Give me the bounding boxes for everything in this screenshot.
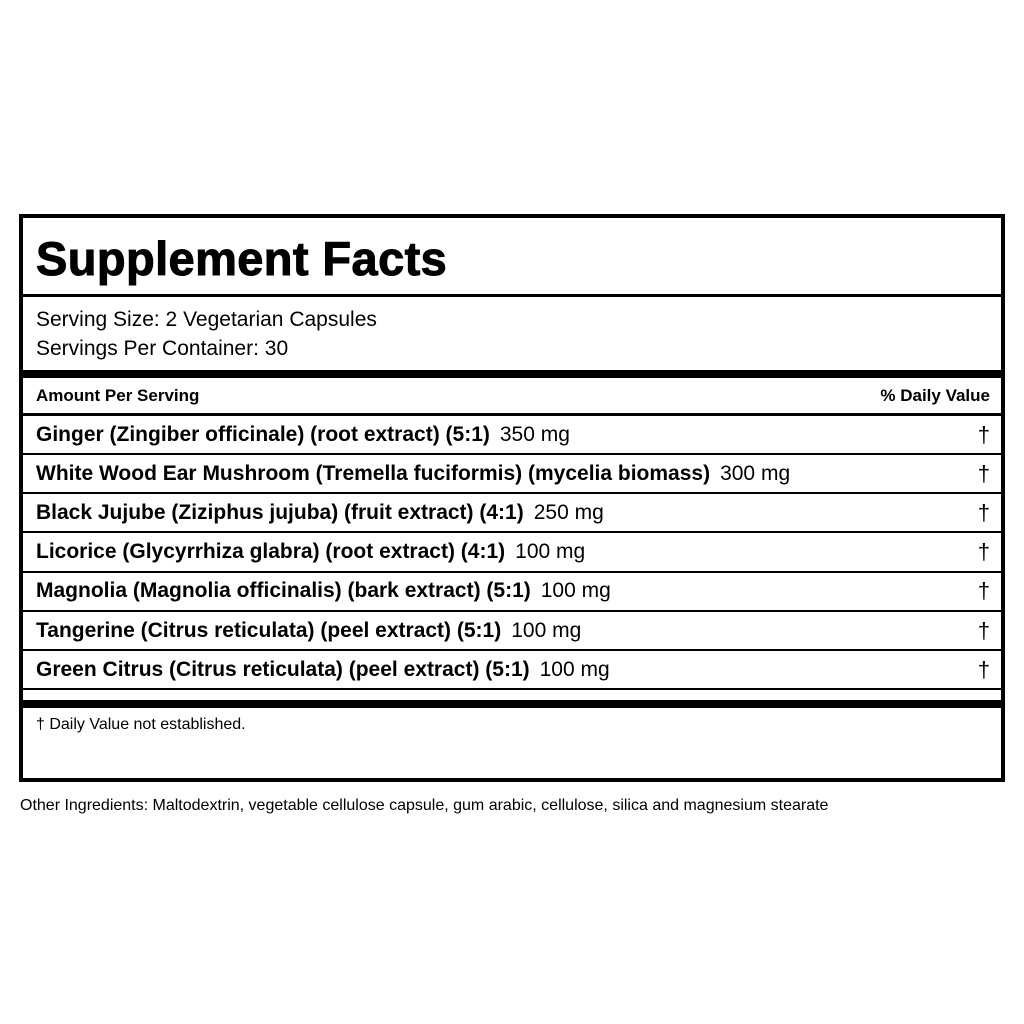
ingredient-amount: 250 mg: [533, 500, 604, 524]
ingredient-amount: 300 mg: [720, 461, 791, 485]
ingredient-row: [36, 573, 990, 610]
ingredient-daily-value: †: [977, 499, 990, 525]
ingredient-name: Tangerine (Citrus reticulata) (peel extract) (5:1): [36, 618, 502, 642]
ingredient-daily-value: †: [977, 421, 990, 447]
ingredient-entry: [36, 540, 585, 564]
ingredient-name: Black Jujube (Ziziphus jujuba) (fruit extract) (4:1): [36, 500, 524, 524]
ingredient-row: [36, 494, 990, 531]
panel-title: Supplement Facts: [36, 232, 448, 285]
thick-divider-bottom: [23, 700, 1001, 708]
ingredient-amount: 100 mg: [539, 657, 610, 681]
daily-value-label: % Daily Value: [880, 386, 990, 405]
ingredient-name: Magnolia (Magnolia officinalis) (bark extract) (5:1): [36, 579, 531, 603]
ingredient-entry: [36, 462, 790, 486]
ingredient-daily-value: †: [977, 460, 990, 486]
ingredient-name: Green Citrus (Citrus reticulata) (peel extract) (5:1): [36, 657, 530, 681]
ingredient-amount: 350 mg: [499, 422, 570, 446]
ingredient-daily-value: †: [977, 539, 990, 565]
ingredient-entry: [36, 501, 604, 525]
supplement-facts-panel: [19, 214, 1005, 782]
ingredient-amount: 100 mg: [511, 618, 582, 642]
amount-per-serving-label: Amount Per Serving: [36, 386, 200, 405]
ingredient-row: [36, 455, 990, 492]
other-ingredients: Other Ingredients: Maltodextrin, vegetable cellulose capsule, gum arabic, cellulose, silica and magnesium stearate: [20, 797, 829, 814]
ingredient-daily-value: †: [977, 656, 990, 682]
ingredient-row: [36, 416, 990, 453]
ingredient-row: [36, 651, 990, 688]
ingredient-row: [36, 534, 990, 571]
ingredient-name: White Wood Ear Mushroom (Tremella fuciformis) (mycelia biomass): [36, 461, 711, 485]
ingredient-name: Licorice (Glycyrrhiza glabra) (root extract) (4:1): [36, 540, 506, 564]
thick-divider-top: [23, 370, 1001, 378]
ingredient-entry: [36, 619, 581, 643]
ingredient-amount: 100 mg: [540, 579, 611, 603]
ingredient-name: Ginger (Zingiber officinale) (root extract) (5:1): [36, 422, 490, 446]
column-header-row: [36, 378, 990, 414]
title-divider: [23, 294, 1001, 297]
ingredient-entry: [36, 579, 611, 603]
ingredient-daily-value: †: [977, 617, 990, 643]
ingredient-amount: 100 mg: [515, 540, 586, 564]
ingredient-entry: [36, 658, 610, 682]
row-divider: [23, 688, 1001, 690]
servings-per-container: Servings Per Container: 30: [36, 337, 289, 360]
footnote: † Daily Value not established.: [36, 716, 246, 733]
ingredient-daily-value: †: [977, 578, 990, 604]
serving-size: Serving Size: 2 Vegetarian Capsules: [36, 308, 377, 331]
ingredient-entry: [36, 423, 570, 447]
ingredient-row: [36, 612, 990, 649]
